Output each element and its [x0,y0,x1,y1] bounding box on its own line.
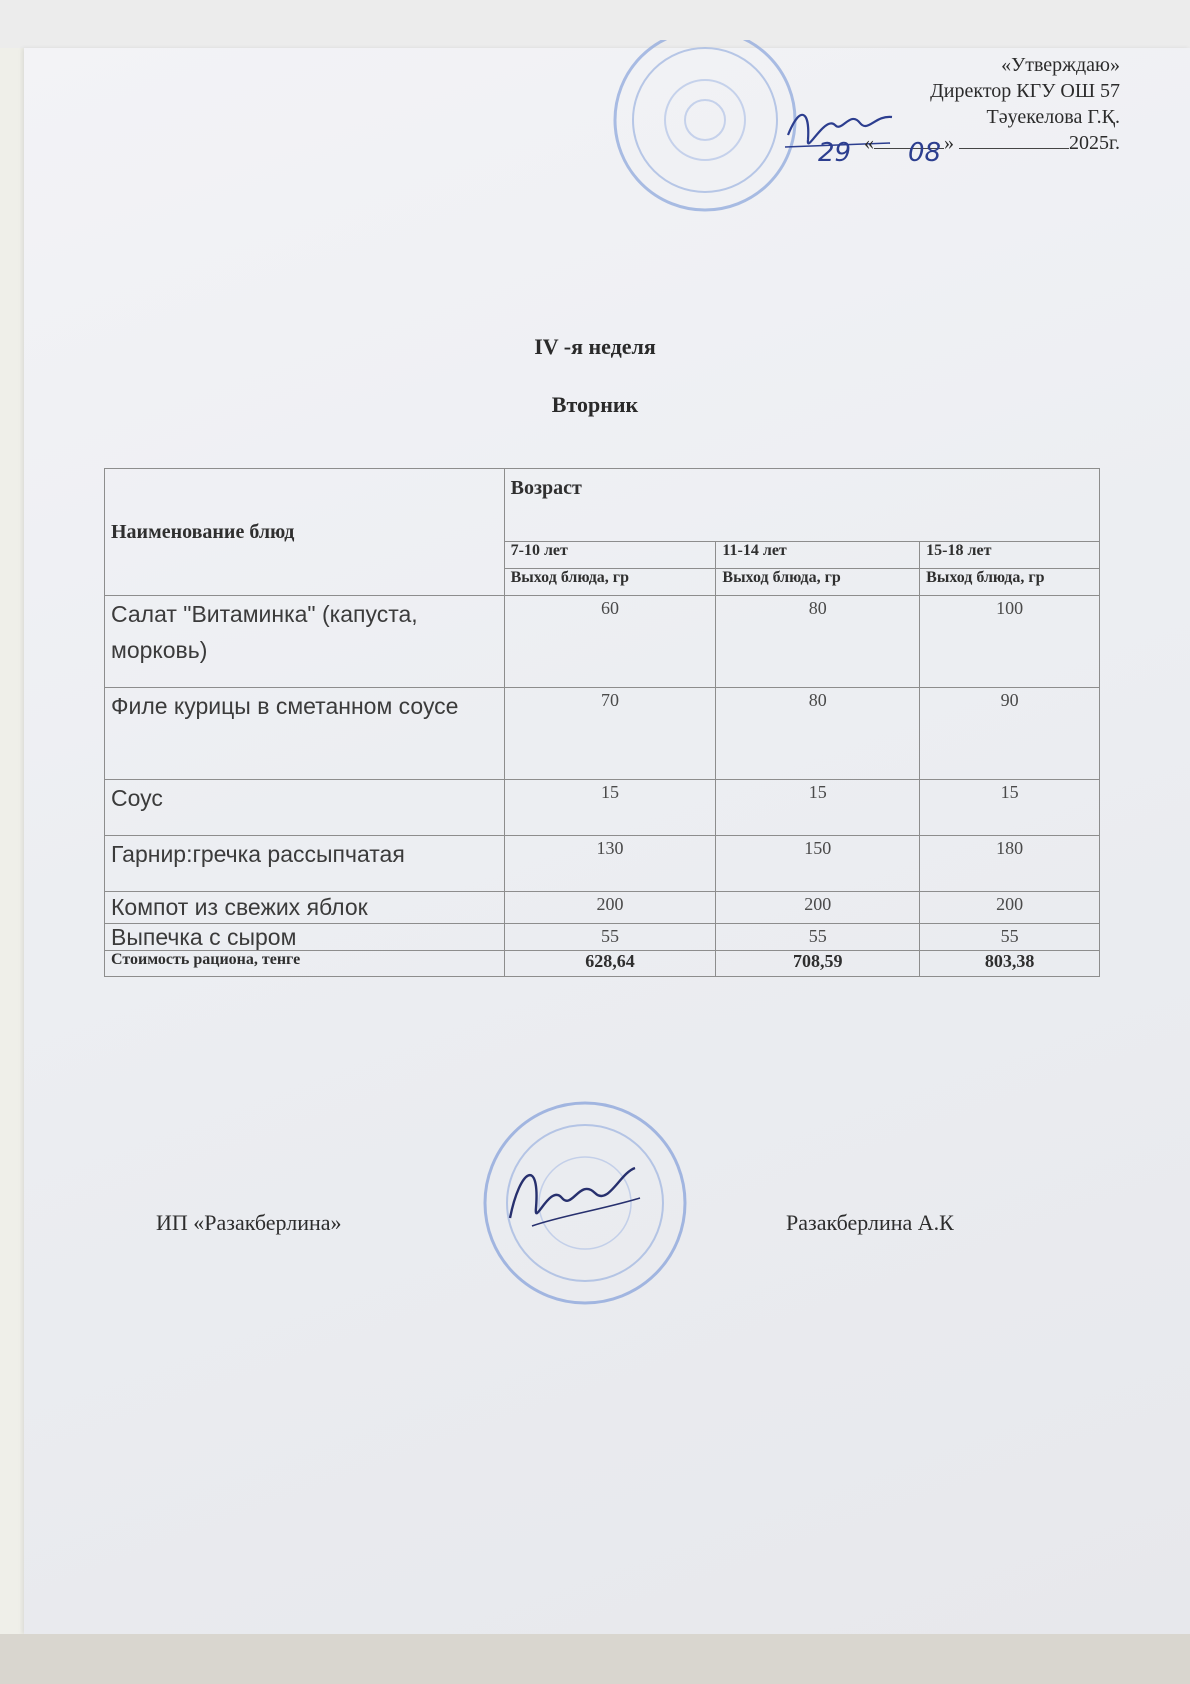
cost-value-11-14: 708,59 [716,951,920,977]
table-row [105,596,1100,688]
age-group-7-10: 7-10 лет [504,542,716,569]
dish-name-header: Наименование блюд [105,469,505,596]
director-position: Директор КГУ ОШ 57 [930,80,1120,102]
table-row [105,688,1100,780]
handwritten-month: 08 [908,138,942,168]
yield-value: 180 [920,836,1100,892]
dish-name: Выпечка с сыром [105,924,505,951]
yield-value: 90 [920,688,1100,780]
yield-value: 200 [920,892,1100,924]
official-seal-top [600,40,810,215]
yield-header-11-14: Выход блюда, гр [716,569,920,596]
dish-name: Компот из свежих яблок [105,892,505,924]
date-close-quote: » [944,132,955,154]
yield-value: 55 [920,924,1100,951]
week-title: IV -я неделя [534,334,656,359]
table-row [105,892,1100,924]
photo-background-bottom [0,1634,1190,1684]
yield-value: 100 [920,596,1100,688]
yield-value: 60 [504,596,716,688]
director-name: Тәуекелова Г.Қ. [986,106,1120,128]
table-header-row [105,469,1100,542]
dish-name: Соус [105,780,505,836]
signatory-name: Разакберлина А.К [786,1210,954,1235]
yield-value: 70 [504,688,716,780]
dish-name: Филе курицы в сметанном соусе [105,688,505,780]
approval-label: «Утверждаю» [1001,54,1120,76]
age-group-11-14: 11-14 лет [716,542,920,569]
yield-value: 200 [716,892,920,924]
cost-label: Стоимость рациона, тенге [105,951,505,977]
date-month-line [959,148,1069,149]
photo-background-left [0,48,24,1634]
cost-row [105,951,1100,977]
yield-value: 15 [920,780,1100,836]
day-title: Вторник [551,392,639,417]
dish-name: Салат "Витаминка" (капуста, морковь) [105,596,505,688]
yield-value: 55 [504,924,716,951]
cost-value-15-18: 803,38 [920,951,1100,977]
cost-value-7-10: 628,64 [504,951,716,977]
yield-header-7-10: Выход блюда, гр [504,569,716,596]
approval-date-line [860,130,1120,156]
yield-value: 55 [716,924,920,951]
yield-value: 15 [716,780,920,836]
table-row [105,836,1100,892]
yield-header-15-18: Выход блюда, гр [920,569,1100,596]
table-row [105,780,1100,836]
yield-value: 80 [716,688,920,780]
photo-background-top [0,0,1190,48]
yield-value: 150 [716,836,920,892]
age-group-15-18: 15-18 лет [920,542,1100,569]
handwritten-day: 29 [818,138,852,168]
date-year: 2025г. [1069,132,1120,154]
table-row [105,924,1100,951]
age-header: Возраст [504,469,1099,542]
approval-block [860,52,1120,156]
company-name: ИП «Разакберлина» [156,1210,342,1235]
dish-name: Гарнир:гречка рассыпчатая [105,836,505,892]
menu-table [104,468,1100,977]
date-open-quote: « [864,132,875,154]
yield-value: 200 [504,892,716,924]
yield-value: 15 [504,780,716,836]
yield-value: 80 [716,596,920,688]
yield-value: 130 [504,836,716,892]
company-seal-with-signature [470,1098,700,1308]
